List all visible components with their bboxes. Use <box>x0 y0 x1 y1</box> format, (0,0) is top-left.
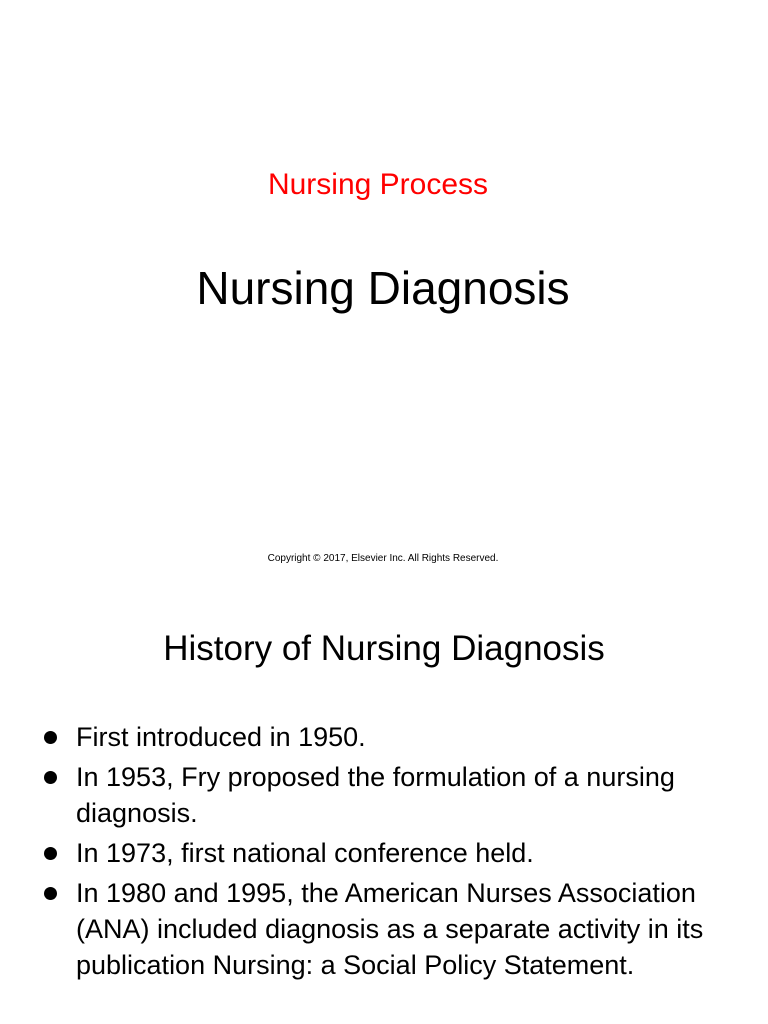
bullet-icon <box>44 771 57 784</box>
list-item-text: In 1980 and 1995, the American Nurses Association (ANA) included diagnosis as a separate activity in its publication Nursing: a Social Policy Statement. <box>76 878 704 980</box>
slide-history-title: History of Nursing Diagnosis <box>163 629 605 668</box>
bullet-icon <box>44 887 57 900</box>
list-item <box>44 759 744 831</box>
list-item-text: In 1973, first national conference held. <box>76 838 534 868</box>
bullet-list <box>44 719 744 987</box>
bullet-icon <box>44 731 57 744</box>
list-item-text: First introduced in 1950. <box>76 722 366 752</box>
slide-title-heading: Nursing Diagnosis <box>196 262 570 314</box>
list-item <box>44 875 744 983</box>
list-item <box>44 835 744 871</box>
list-item-text: In 1953, Fry proposed the formulation of a nursing diagnosis. <box>76 762 675 828</box>
list-item <box>44 719 744 755</box>
slide-history <box>0 582 768 1024</box>
slide-subtitle: Nursing Process <box>267 168 489 201</box>
copyright-notice: Copyright © 2017, Elsevier Inc. All Rights Reserved. <box>267 553 499 564</box>
bullet-icon <box>44 847 57 860</box>
